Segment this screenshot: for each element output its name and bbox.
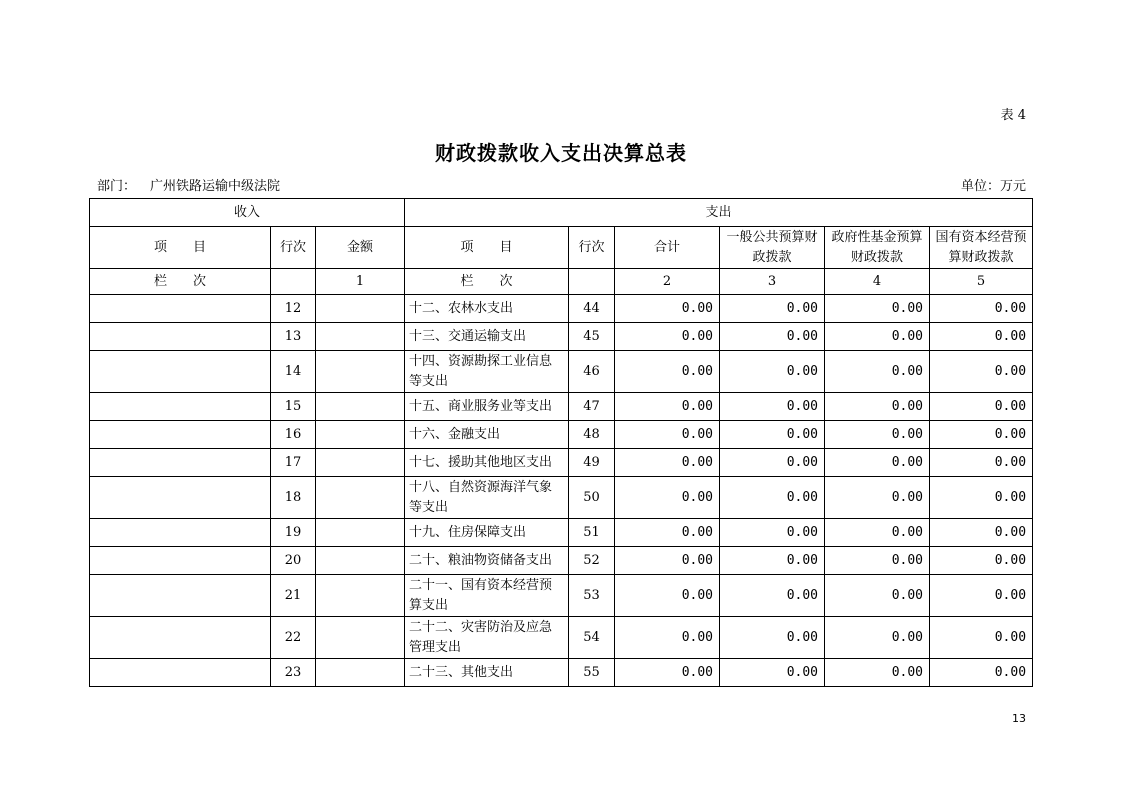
expense-item-cell: 十八、自然资源海洋气象等支出: [405, 477, 569, 519]
general-budget-cell: 0.00: [720, 477, 825, 519]
total-cell: 0.00: [615, 519, 720, 547]
income-amount-cell: [316, 659, 405, 687]
index-5: 5: [930, 269, 1033, 295]
header-row-group: [90, 199, 1033, 227]
total-cell: 0.00: [615, 295, 720, 323]
income-amount-cell: [316, 547, 405, 575]
table-row: [90, 659, 1033, 687]
income-rowno-cell: 13: [271, 323, 316, 351]
income-rowno-cell: 12: [271, 295, 316, 323]
expense-rowno-cell: 44: [569, 295, 615, 323]
income-rowno-cell: 19: [271, 519, 316, 547]
header-row-columns: [90, 227, 1033, 269]
gov-fund-cell: 0.00: [825, 477, 930, 519]
income-amount-cell: [316, 323, 405, 351]
table-row: [90, 351, 1033, 393]
empty-cell: [271, 269, 316, 295]
total-cell: 0.00: [615, 323, 720, 351]
expense-item-cell: 十四、资源勘探工业信息等支出: [405, 351, 569, 393]
general-budget-cell: 0.00: [720, 575, 825, 617]
gov-fund-cell: 0.00: [825, 617, 930, 659]
expense-rowno-cell: 47: [569, 393, 615, 421]
income-rowno-cell: 16: [271, 421, 316, 449]
income-rowno-cell: 17: [271, 449, 316, 477]
income-item-cell: [90, 519, 271, 547]
state-capital-cell: 0.00: [930, 351, 1033, 393]
income-rowno-cell: 22: [271, 617, 316, 659]
total-cell: 0.00: [615, 659, 720, 687]
expense-rowno-cell: 51: [569, 519, 615, 547]
state-capital-cell: 0.00: [930, 547, 1033, 575]
gov-fund-cell: 0.00: [825, 449, 930, 477]
page-number: 13: [1012, 712, 1026, 725]
state-capital-cell: 0.00: [930, 323, 1033, 351]
income-item-cell: [90, 323, 271, 351]
state-capital-cell: 0.00: [930, 575, 1033, 617]
total-cell: 0.00: [615, 477, 720, 519]
expense-item-cell: 二十一、国有资本经营预算支出: [405, 575, 569, 617]
expense-item-cell: 二十、粮油物资储备支出: [405, 547, 569, 575]
expense-rowno-cell: 46: [569, 351, 615, 393]
income-amount-cell: [316, 393, 405, 421]
table-row: [90, 323, 1033, 351]
expense-rowno-cell: 55: [569, 659, 615, 687]
income-item-cell: [90, 575, 271, 617]
income-item-cell: [90, 295, 271, 323]
table-row: [90, 449, 1033, 477]
expense-header: 支出: [405, 199, 1033, 227]
income-item-cell: [90, 351, 271, 393]
income-item-cell: [90, 449, 271, 477]
total-cell: 0.00: [615, 421, 720, 449]
income-item-cell: [90, 659, 271, 687]
page-title: 财政拨款收入支出决算总表: [435, 141, 687, 165]
gov-fund-cell: 0.00: [825, 351, 930, 393]
expense-lanci: 栏 次: [405, 269, 569, 295]
expense-rowno-cell: 45: [569, 323, 615, 351]
expense-item-cell: 二十三、其他支出: [405, 659, 569, 687]
income-rowno-header: 行次: [271, 227, 316, 269]
expense-item-cell: 二十二、灾害防治及应急管理支出: [405, 617, 569, 659]
gov-fund-cell: 0.00: [825, 295, 930, 323]
table-row: [90, 519, 1033, 547]
income-rowno-cell: 18: [271, 477, 316, 519]
expense-rowno-cell: 53: [569, 575, 615, 617]
general-budget-cell: 0.00: [720, 393, 825, 421]
index-3: 3: [720, 269, 825, 295]
income-amount-cell: [316, 295, 405, 323]
general-budget-cell: 0.00: [720, 421, 825, 449]
income-item-cell: [90, 421, 271, 449]
expense-rowno-header: 行次: [569, 227, 615, 269]
state-capital-cell: 0.00: [930, 617, 1033, 659]
budget-table: [89, 198, 1033, 687]
expense-rowno-cell: 54: [569, 617, 615, 659]
gov-fund-cell: 0.00: [825, 575, 930, 617]
income-amount-cell: [316, 421, 405, 449]
gov-fund-cell: 0.00: [825, 659, 930, 687]
state-capital-cell: 0.00: [930, 519, 1033, 547]
general-budget-cell: 0.00: [720, 659, 825, 687]
general-budget-cell: 0.00: [720, 295, 825, 323]
table-row: [90, 547, 1033, 575]
income-amount-header: 金额: [316, 227, 405, 269]
table-row: [90, 617, 1033, 659]
income-item-cell: [90, 477, 271, 519]
expense-item-cell: 十九、住房保障支出: [405, 519, 569, 547]
expense-item-cell: 十七、援助其他地区支出: [405, 449, 569, 477]
expense-item-cell: 十三、交通运输支出: [405, 323, 569, 351]
total-header: 合计: [615, 227, 720, 269]
total-cell: 0.00: [615, 617, 720, 659]
general-budget-cell: 0.00: [720, 449, 825, 477]
total-cell: 0.00: [615, 449, 720, 477]
general-budget-cell: 0.00: [720, 351, 825, 393]
expense-item-cell: 十六、金融支出: [405, 421, 569, 449]
income-rowno-cell: 21: [271, 575, 316, 617]
total-cell: 0.00: [615, 351, 720, 393]
table-row: [90, 295, 1033, 323]
state-capital-cell: 0.00: [930, 295, 1033, 323]
general-budget-cell: 0.00: [720, 323, 825, 351]
column-index-row: [90, 269, 1033, 295]
income-amount-cell: [316, 617, 405, 659]
general-budget-cell: 0.00: [720, 617, 825, 659]
expense-item-cell: 十二、农林水支出: [405, 295, 569, 323]
state-capital-cell: 0.00: [930, 659, 1033, 687]
department-line: [97, 175, 280, 194]
gov-fund-cell: 0.00: [825, 547, 930, 575]
table-row: [90, 393, 1033, 421]
gov-fund-cell: 0.00: [825, 519, 930, 547]
department-label: 部门：: [97, 179, 137, 194]
expense-rowno-cell: 48: [569, 421, 615, 449]
gov-fund-header: 政府性基金预算财政拨款: [825, 227, 930, 269]
table-number: 表 4: [1000, 108, 1026, 123]
total-cell: 0.00: [615, 547, 720, 575]
income-item-cell: [90, 547, 271, 575]
state-capital-cell: 0.00: [930, 477, 1033, 519]
gov-fund-cell: 0.00: [825, 393, 930, 421]
expense-item-cell: 十五、商业服务业等支出: [405, 393, 569, 421]
expense-rowno-cell: 52: [569, 547, 615, 575]
income-amount-cell: [316, 519, 405, 547]
state-capital-cell: 0.00: [930, 421, 1033, 449]
income-rowno-cell: 23: [271, 659, 316, 687]
expense-rowno-cell: 50: [569, 477, 615, 519]
index-1: 1: [316, 269, 405, 295]
gov-fund-cell: 0.00: [825, 323, 930, 351]
income-header: 收入: [90, 199, 405, 227]
general-budget-cell: 0.00: [720, 519, 825, 547]
income-item-cell: [90, 393, 271, 421]
expense-item-header: 项 目: [405, 227, 569, 269]
expense-rowno-cell: 49: [569, 449, 615, 477]
income-rowno-cell: 15: [271, 393, 316, 421]
unit-label: 单位：万元: [960, 179, 1026, 194]
state-capital-cell: 0.00: [930, 449, 1033, 477]
general-budget-cell: 0.00: [720, 547, 825, 575]
table-row: [90, 575, 1033, 617]
income-lanci: 栏 次: [90, 269, 271, 295]
department-name: 广州铁路运输中级法院: [150, 179, 281, 194]
total-cell: 0.00: [615, 393, 720, 421]
income-rowno-cell: 14: [271, 351, 316, 393]
income-amount-cell: [316, 351, 405, 393]
index-4: 4: [825, 269, 930, 295]
state-capital-cell: 0.00: [930, 393, 1033, 421]
income-amount-cell: [316, 449, 405, 477]
table-row: [90, 421, 1033, 449]
income-amount-cell: [316, 477, 405, 519]
total-cell: 0.00: [615, 575, 720, 617]
income-item-header: 项 目: [90, 227, 271, 269]
income-rowno-cell: 20: [271, 547, 316, 575]
table-row: [90, 477, 1033, 519]
empty-cell: [569, 269, 615, 295]
income-item-cell: [90, 617, 271, 659]
income-amount-cell: [316, 575, 405, 617]
general-budget-header: 一般公共预算财政拨款: [720, 227, 825, 269]
gov-fund-cell: 0.00: [825, 421, 930, 449]
index-2: 2: [615, 269, 720, 295]
state-capital-header: 国有资本经营预算财政拨款: [930, 227, 1033, 269]
